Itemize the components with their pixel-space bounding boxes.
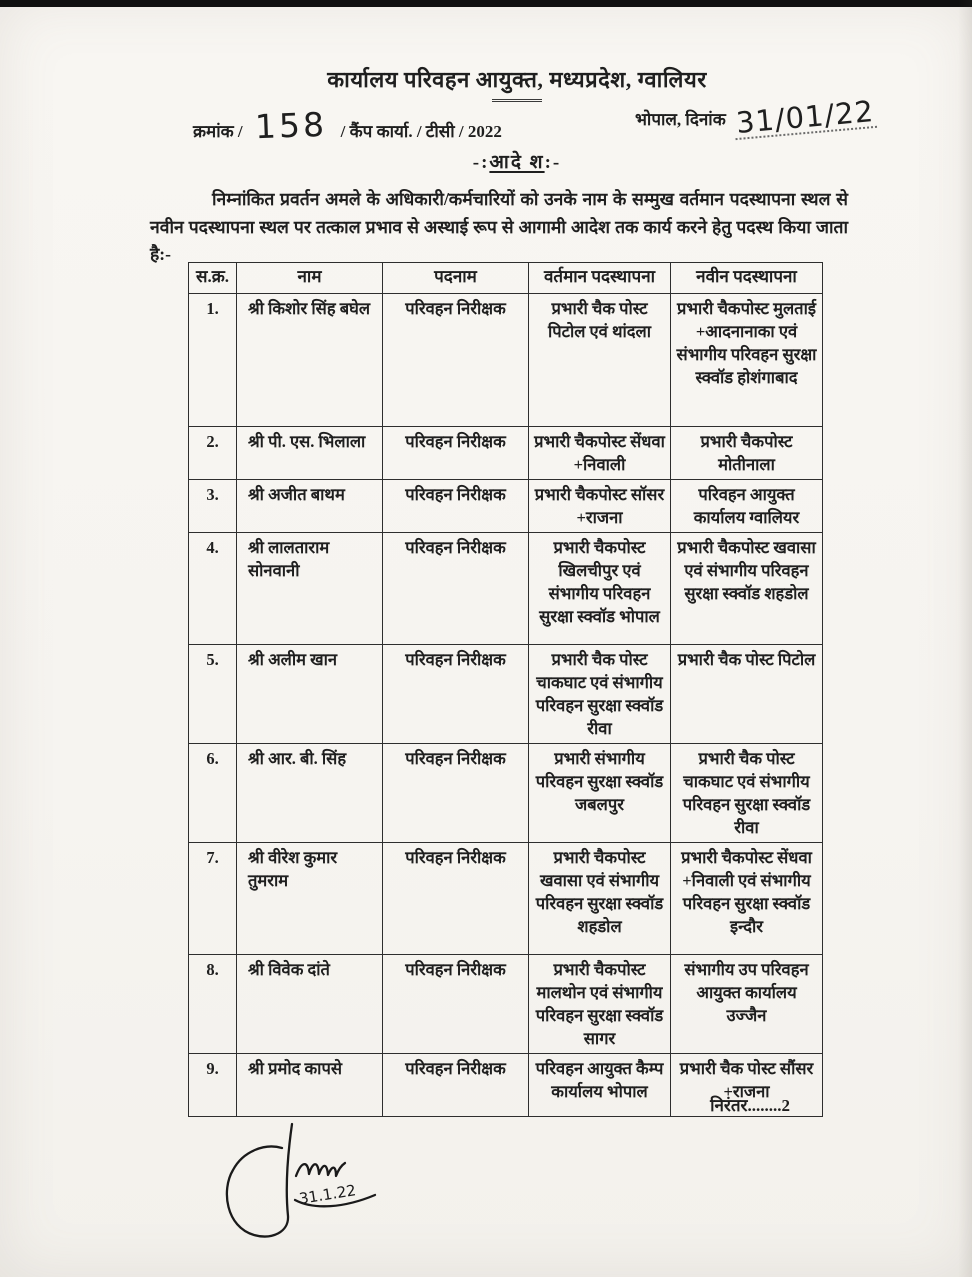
cell-sno: 9. bbox=[189, 1054, 237, 1117]
signature-date: 31.1.22 bbox=[297, 1181, 358, 1208]
cell-designation: परिवहन निरीक्षक bbox=[383, 480, 529, 533]
continuation-note: निरंतर........2 bbox=[710, 1096, 790, 1115]
cell-current-posting: प्रभारी चैक पोस्ट चाकघाट एवं संभागीय परिवहन सुरक्षा स्क्वॉड रीवा bbox=[529, 645, 671, 744]
table-row bbox=[189, 294, 823, 427]
scan-edge-shadow bbox=[958, 0, 972, 1277]
order-word: आदे श bbox=[489, 152, 545, 173]
place-date-label: भोपाल, दिनांक bbox=[634, 110, 726, 129]
signature-block bbox=[212, 1118, 402, 1253]
title-underline-dash bbox=[492, 99, 542, 102]
cell-current-posting: प्रभारी चैकपोस्ट खवासा एवं संभागीय परिवहन सुरक्षा स्क्वॉड शहडोल bbox=[529, 843, 671, 955]
cell-sno: 8. bbox=[189, 955, 237, 1054]
col-header-name: नाम bbox=[237, 263, 383, 294]
cell-sno: 1. bbox=[189, 294, 237, 427]
order-prefix: -: bbox=[472, 152, 490, 173]
table-row bbox=[189, 480, 823, 533]
col-header-current-posting: वर्तमान पदस्थापना bbox=[529, 263, 671, 294]
cell-sno: 4. bbox=[189, 533, 237, 645]
cell-new-posting: प्रभारी चैक पोस्ट चाकघाट एवं संभागीय परिवहन सुरक्षा स्क्वॉड रीवा bbox=[671, 744, 823, 843]
col-header-new-posting: नवीन पदस्थापना bbox=[671, 263, 823, 294]
table-row bbox=[189, 955, 823, 1054]
table-row bbox=[189, 533, 823, 645]
cell-name: श्री अजीत बाथम bbox=[237, 480, 383, 533]
cell-current-posting: प्रभारी चैकपोस्ट सेंधवा +निवाली bbox=[529, 427, 671, 480]
ref-number-handwritten: 158 bbox=[253, 104, 328, 147]
cell-new-posting: प्रभारी चैकपोस्ट खवासा एवं संभागीय परिवहन सुरक्षा स्क्वॉड शहडोल bbox=[671, 533, 823, 645]
office-title: कार्यालय परिवहन आयुक्त, मध्यप्रदेश, ग्वालियर bbox=[327, 67, 707, 92]
cell-designation: परिवहन निरीक्षक bbox=[383, 843, 529, 955]
cell-designation: परिवहन निरीक्षक bbox=[383, 533, 529, 645]
cell-new-posting: प्रभारी चैक पोस्ट सौंसर +राजना bbox=[671, 1054, 823, 1117]
cell-designation: परिवहन निरीक्षक bbox=[383, 955, 529, 1054]
date-handwritten: 31/01/22 bbox=[734, 94, 876, 140]
cell-name: श्री अलीम खान bbox=[237, 645, 383, 744]
place-date-group bbox=[634, 94, 876, 140]
col-header-sno: स.क्र. bbox=[189, 263, 237, 294]
table-row bbox=[189, 427, 823, 480]
cell-designation: परिवहन निरीक्षक bbox=[383, 294, 529, 427]
cell-name: श्री पी. एस. भिलाला bbox=[237, 427, 383, 480]
table-header-row bbox=[189, 263, 823, 294]
cell-name: श्री विवेक दांते bbox=[237, 955, 383, 1054]
cell-designation: परिवहन निरीक्षक bbox=[383, 427, 529, 480]
order-suffix: :- bbox=[544, 152, 562, 173]
reference-number-group bbox=[193, 103, 502, 145]
cell-sno: 7. bbox=[189, 843, 237, 955]
cell-name: श्री आर. बी. सिंह bbox=[237, 744, 383, 843]
cell-current-posting: प्रभारी चैक पोस्ट पिटोल एवं थांदला bbox=[529, 294, 671, 427]
cell-current-posting: प्रभारी चैकपोस्ट खिलचीपुर एवं संभागीय परिवहन सुरक्षा स्क्वॉड भोपाल bbox=[529, 533, 671, 645]
ref-suffix: / कैंप कार्या. / टीसी / 2022 bbox=[340, 121, 502, 141]
cell-sno: 5. bbox=[189, 645, 237, 744]
table-row bbox=[189, 843, 823, 955]
cell-current-posting: परिवहन आयुक्त कैम्प कार्यालय भोपाल bbox=[529, 1054, 671, 1117]
cell-current-posting: प्रभारी संभागीय परिवहन सुरक्षा स्क्वॉड जबलपुर bbox=[529, 744, 671, 843]
scan-edge-artifact bbox=[0, 0, 972, 7]
cell-sno: 3. bbox=[189, 480, 237, 533]
intro-paragraph: निम्नांकित प्रवर्तन अमले के अधिकारी/कर्मचारियों को उनके नाम के सम्मुख वर्तमान पदस्थापना स्थल से नवीन पदस्थापना स्थल पर तत्काल प्रभाव से अस्थाई रूप से आगामी आदेश तक कार्य करने हेतु पदस्थ किया जाता है:- bbox=[150, 189, 848, 264]
cell-new-posting: प्रभारी चैक पोस्ट पिटोल bbox=[671, 645, 823, 744]
cell-designation: परिवहन निरीक्षक bbox=[383, 645, 529, 744]
cell-current-posting: प्रभारी चैकपोस्ट मालथोन एवं संभागीय परिवहन सुरक्षा स्क्वॉड सागर bbox=[529, 955, 671, 1054]
cell-name: श्री किशोर सिंह बघेल bbox=[237, 294, 383, 427]
cell-new-posting: प्रभारी चैकपोस्ट सेंधवा +निवाली एवं संभागीय परिवहन सुरक्षा स्क्वॉड इन्दौर bbox=[671, 843, 823, 955]
cell-new-posting: संभागीय उप परिवहन आयुक्त कार्यालय उज्जैन bbox=[671, 955, 823, 1054]
cell-sno: 6. bbox=[189, 744, 237, 843]
cell-designation: परिवहन निरीक्षक bbox=[383, 744, 529, 843]
table-row bbox=[189, 744, 823, 843]
signature-scribble-icon bbox=[212, 1118, 402, 1253]
cell-new-posting: प्रभारी चैकपोस्ट मुलताई +आदनानाका एवं संभागीय परिवहन सुरक्षा स्क्वॉड होशंगाबाद bbox=[671, 294, 823, 427]
cell-name: श्री वीरेश कुमार तुमराम bbox=[237, 843, 383, 955]
ref-label: क्रमांक / bbox=[193, 121, 243, 141]
cell-designation: परिवहन निरीक्षक bbox=[383, 1054, 529, 1117]
reference-line bbox=[193, 94, 876, 147]
cell-new-posting: प्रभारी चैकपोस्ट मोतीनाला bbox=[671, 427, 823, 480]
cell-new-posting: परिवहन आयुक्त कार्यालय ग्वालियर bbox=[671, 480, 823, 533]
order-heading bbox=[62, 148, 972, 174]
transfer-order-table bbox=[188, 262, 823, 1117]
cell-sno: 2. bbox=[189, 427, 237, 480]
cell-name: श्री प्रमोद कापसे bbox=[237, 1054, 383, 1117]
cell-name: श्री लालताराम सोनवानी bbox=[237, 533, 383, 645]
col-header-designation: पदनाम bbox=[383, 263, 529, 294]
table-row bbox=[189, 645, 823, 744]
cell-current-posting: प्रभारी चैकपोस्ट सॉसर +राजना bbox=[529, 480, 671, 533]
